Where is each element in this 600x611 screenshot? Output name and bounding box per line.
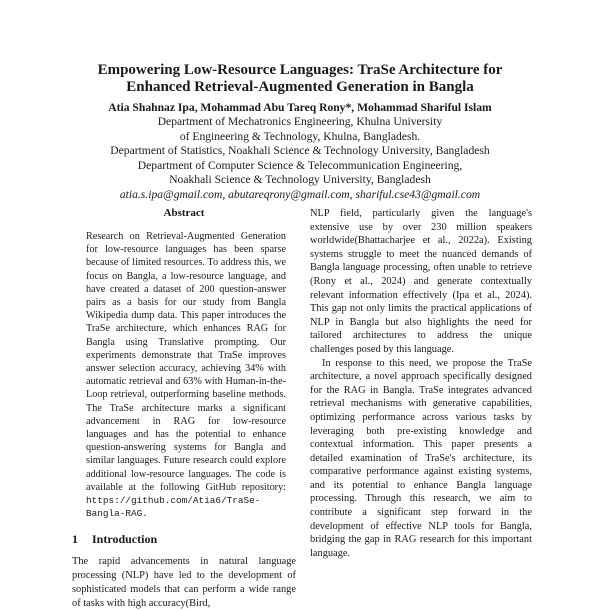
section-heading-introduction [72,532,296,547]
affiliation-line: Department of Mechatronics Engineering, Khulna University [157,115,443,128]
affiliation-line: Department of Computer Science & Telecommunication Engineering, [137,158,463,172]
section-title: Introduction [92,532,158,547]
intro-paragraph-continued: NLP field, particularly given the language's extensive use by over 230 million speakers worldwide(Bhattacharjee et al., 2022a). Existing systems struggle to meet the nuanced demands of Bangla language processing, often unable to retrieve (Rony et al., 2024) and generate contextually relevant information effectively (Ipa et al., 2024). This gap not only limits the practical applications of NLP in Bangla but also highlights the need for tailored architectures to address the unique challenges posed by this language. [310,208,532,355]
title-line-2: Enhanced Retrieval-Augmented Generation in Bangla [126,79,474,95]
left-column [72,206,296,611]
paper-title [60,62,540,96]
affiliation-line: Department of Statistics, Noakhali Science & Technology University, Bangladesh [110,144,490,157]
section-number: 1 [72,532,78,547]
author-emails: atia.s.ipa@gmail.com, abutareqrony@gmail.com, shariful.cse43@gmail.com [119,187,481,201]
affiliations [60,115,540,202]
affiliation-line: Noakhali Science & Technology University, Bangladesh [169,173,431,186]
title-line-1: Empowering Low-Resource Languages: TraSe Architecture for [97,62,503,78]
code-repository-link[interactable]: https://github.com/Atia6/TraSe-Bangla-RAG. [86,495,261,520]
right-column [310,207,532,560]
intro-paragraph-left: The rapid advancements in natural language processing (NLP) have led to the development of sophisticated models that can perform a wide range of tasks with high accuracy(Bird, [72,556,296,610]
abstract-heading: Abstract [163,207,205,219]
intro-paragraph-proposal: In response to this need, we propose the TraSe architecture, a novel approach specifically designed for the RAG in Bangla. TraSe integrates advanced retrieval mechanisms with generative capabilities, optimizing performance across various tasks by leveraging both pre-existing knowledge and contextual information. This paper presents a detailed examination of TraSe's architecture, its comparative performance against existing systems, and its potential to enhance Bangla language processing. Through this research, we aim to contribute a significant step forward in the development of effective NLP tools for Bangla, bridging the gap in RAG research for this important language. [310,357,532,559]
affiliation-line: of Engineering & Technology, Khulna, Bangladesh. [179,129,421,143]
abstract-text [86,230,286,520]
abstract-body: Research on Retrieval-Augmented Generation for low-resource languages has been sparse because of limited resources. To address this, we focus on Bangla, a low-resource language, and have created a dataset of 200 question-answer pairs as a basis for our study from Bangla Wikipedia dump data. This paper introduces the TraSe architecture, which enhances RAG for Bangla using Translative prompting. Our experiments demonstrate that TraSe improves answer selection accuracy, achieving 34% with automatic retrieval and 63% with Human-in-the-Loop retrieval, outperforming baseline methods. The TraSe architecture marks a significant advancement in RAG for low-resource languages and has the potential to enhance question-answering systems for Bangla and similar languages. Future research could explore additional low-resource languages. The code is available at the following GitHub repository: [86,231,286,493]
author-list: Atia Shahnaz Ipa, Mohammad Abu Tareq Rony*, Mohammad Shariful Islam [108,101,492,114]
